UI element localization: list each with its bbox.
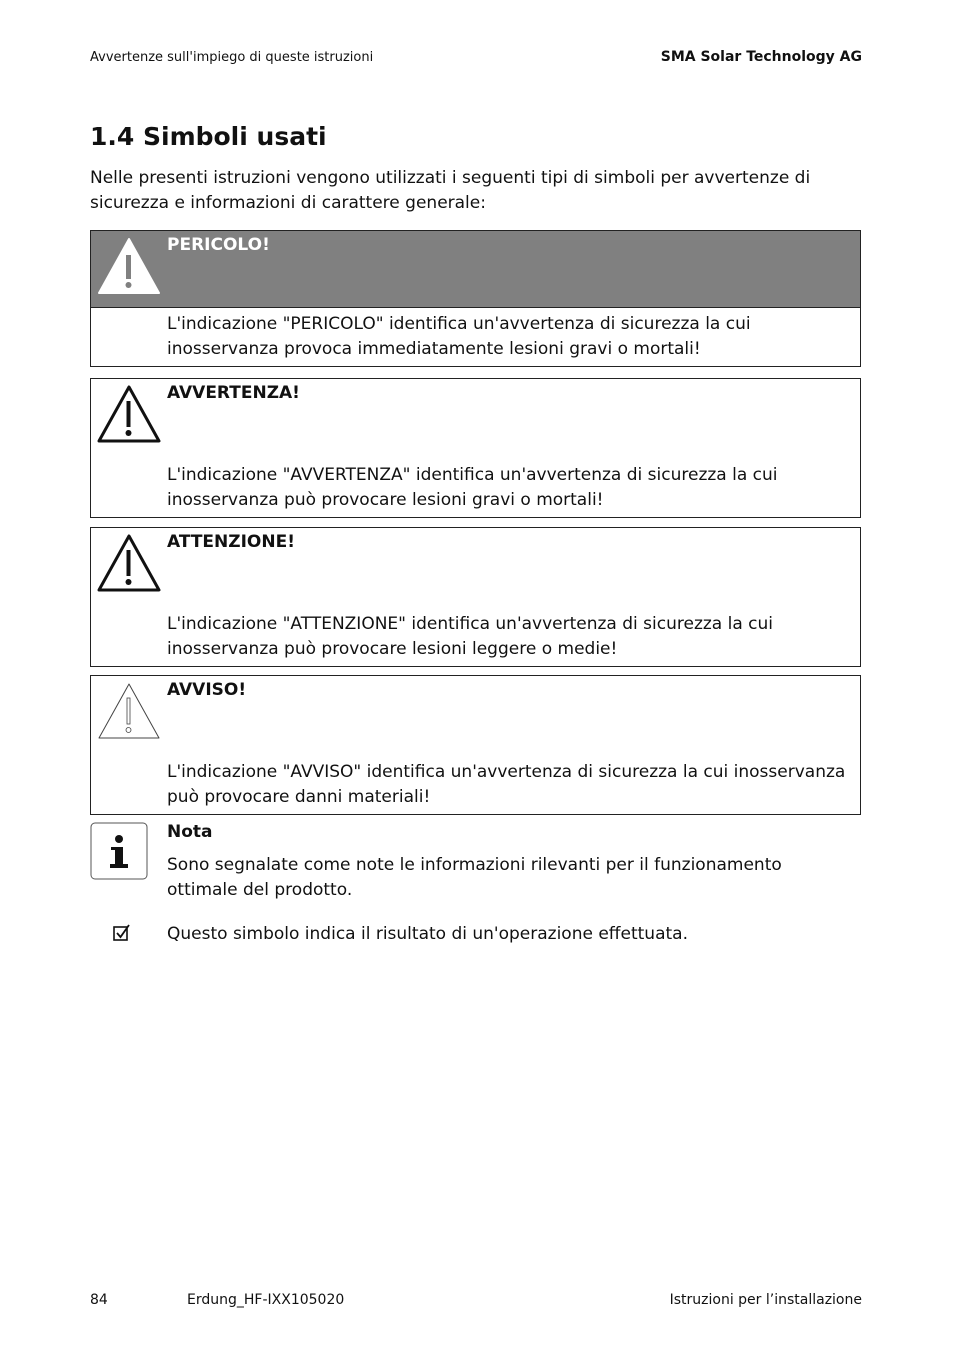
danger-box [90, 230, 861, 367]
document-code: Erdung_HF-IXX105020 [187, 1292, 345, 1308]
notice-title: AVVISO! [167, 680, 247, 700]
caution-band [91, 528, 860, 608]
result-text: Questo simbolo indica il risultato di un'operazione effettuata. [167, 924, 688, 944]
warning-box [90, 378, 861, 518]
caution-triangle-icon [96, 532, 162, 594]
caution-title: ATTENZIONE! [167, 532, 295, 552]
danger-description: L'indicazione "PERICOLO" identifica un'avvertenza di sicurezza la cui inosservanza provoca immediatamente lesioni gravi o mortali! [91, 307, 860, 366]
notice-box [90, 675, 861, 815]
header-company: SMA Solar Technology AG [660, 49, 862, 65]
danger-title: PERICOLO! [167, 235, 270, 255]
document-type: Istruzioni per l’installazione [669, 1292, 862, 1308]
warning-band [91, 379, 860, 459]
section-heading: 1.4 Simboli usati [90, 122, 327, 151]
caution-box [90, 527, 861, 667]
warning-title: AVVERTENZA! [167, 383, 300, 403]
section-intro: Nelle presenti istruzioni vengono utilizzati i seguenti tipi di simboli per avvertenze di sicurezza e informazioni di carattere generale: [90, 168, 811, 213]
note-text: Sono segnalate come note le informazioni rilevanti per il funzionamento ottimale del prodotto. [167, 855, 782, 900]
notice-description: L'indicazione "AVVISO" identifica un'avvertenza di sicurezza la cui inosservanza può provocare danni materiali! [167, 762, 846, 807]
warning-triangle-filled-icon [96, 235, 162, 297]
notice-triangle-outline-icon [96, 680, 162, 742]
notice-band [91, 676, 860, 756]
info-icon [90, 822, 148, 880]
caution-description: L'indicazione "ATTENZIONE" identifica un'avvertenza di sicurezza la cui inosservanza può provocare lesioni leggere o medie! [167, 614, 773, 659]
header-section-title: Avvertenze sull'impiego di queste istruzioni [90, 50, 374, 65]
warning-description: L'indicazione "AVVERTENZA" identifica un'avvertenza di sicurezza la cui inosservanza può provocare lesioni gravi o mortali! [167, 465, 778, 510]
note-title: Nota [167, 822, 213, 842]
page-number: 84 [90, 1292, 108, 1308]
checkbox-checked-icon [113, 924, 131, 942]
warning-triangle-icon [96, 383, 162, 445]
danger-band [91, 231, 860, 307]
